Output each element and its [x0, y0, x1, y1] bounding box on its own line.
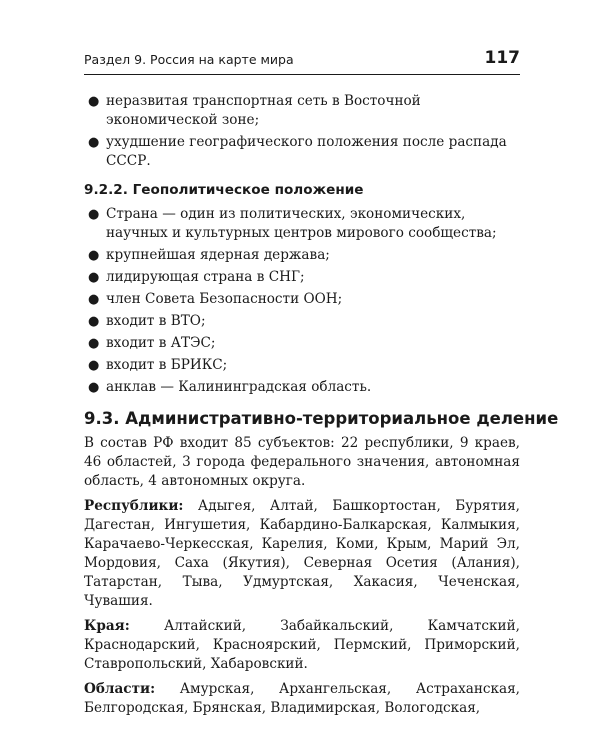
bullet-icon: ●	[88, 358, 100, 373]
bullet-icon: ●	[88, 135, 100, 150]
krai-label: Края:	[84, 618, 130, 634]
republics-paragraph	[84, 497, 520, 611]
bullet-icon: ●	[88, 314, 100, 329]
krai-text: Алтайский, Забайкальский, Камчатский, Краснодарский, Красноярский, Пермский, Приморский, Ставропольский, Хабаровский.	[84, 618, 520, 672]
bullet-icon: ●	[88, 94, 100, 109]
book-page	[84, 0, 559, 750]
list-item	[84, 312, 520, 331]
bullet-icon: ●	[88, 248, 100, 263]
list-item-text: входит в ВТО;	[106, 313, 206, 329]
geopolitical-bullet-list	[84, 205, 520, 397]
subheading-geopolitical: 9.2.2. Геополитическое положение	[84, 182, 364, 198]
list-item-text: член Совета Безопасности ООН;	[106, 291, 343, 307]
oblasti-text: Амурская, Архангельская, Астраханская, Белгородская, Брянская, Владимирская, Вологодская,	[84, 681, 521, 716]
list-item-text: анклав — Калининградская область.	[106, 379, 372, 395]
heading-administrative-division: 9.3. Административно-территориальное деление	[84, 409, 559, 428]
oblasti-label: Области:	[84, 681, 156, 697]
subjects-paragraph	[84, 434, 520, 491]
body-text	[84, 92, 559, 724]
list-item-text: лидирующая страна в СНГ;	[106, 269, 305, 285]
intro-bullet-list	[84, 92, 520, 171]
list-item	[84, 290, 520, 309]
page-number: 117	[484, 48, 520, 68]
running-head	[84, 46, 520, 75]
list-item-text: Страна — один из политических, экономических, научных и культурных центров мирового сообщества;	[106, 206, 497, 241]
list-item	[84, 356, 520, 375]
bullet-icon: ●	[88, 207, 100, 222]
list-item-text: входит в БРИКС;	[106, 357, 228, 373]
oblasti-paragraph	[84, 680, 520, 718]
bullet-icon: ●	[88, 292, 100, 307]
list-item	[84, 268, 520, 287]
list-item-text: входит в АТЭС;	[106, 335, 216, 351]
list-item	[84, 334, 520, 353]
list-item	[84, 133, 520, 171]
bullet-icon: ●	[88, 336, 100, 351]
list-item-text: ухудшение географического положения после распада СССР.	[106, 134, 507, 169]
list-item	[84, 92, 520, 130]
republics-text: Адыгея, Алтай, Башкортостан, Бурятия, Дагестан, Ингушетия, Кабардино-Балкарская, Калмыкия, Карачаево-Черкесская, Карелия, Коми, Крым, Марий Эл, Мордовия, Саха (Якутия), Северная Осетия (Алания), Татарстан, Тыва, Удмуртская, Хакасия, Чеченская, Чувашия.	[84, 498, 520, 609]
krai-paragraph	[84, 617, 520, 674]
running-title: Раздел 9. Россия на карте мира	[84, 52, 294, 67]
list-item	[84, 246, 520, 265]
bullet-icon: ●	[88, 270, 100, 285]
list-item	[84, 378, 520, 397]
list-item-text: неразвитая транспортная сеть в Восточной экономической зоне;	[106, 93, 421, 128]
republics-label: Республики:	[84, 498, 184, 514]
subjects-text: В состав РФ входит 85 субъектов: 22 республики, 9 краев, 46 областей, 3 города федерального значения, автономная область, 4 автономных округа.	[84, 435, 520, 489]
list-item	[84, 205, 520, 243]
bullet-icon: ●	[88, 380, 100, 395]
list-item-text: крупнейшая ядерная держава;	[106, 247, 330, 263]
